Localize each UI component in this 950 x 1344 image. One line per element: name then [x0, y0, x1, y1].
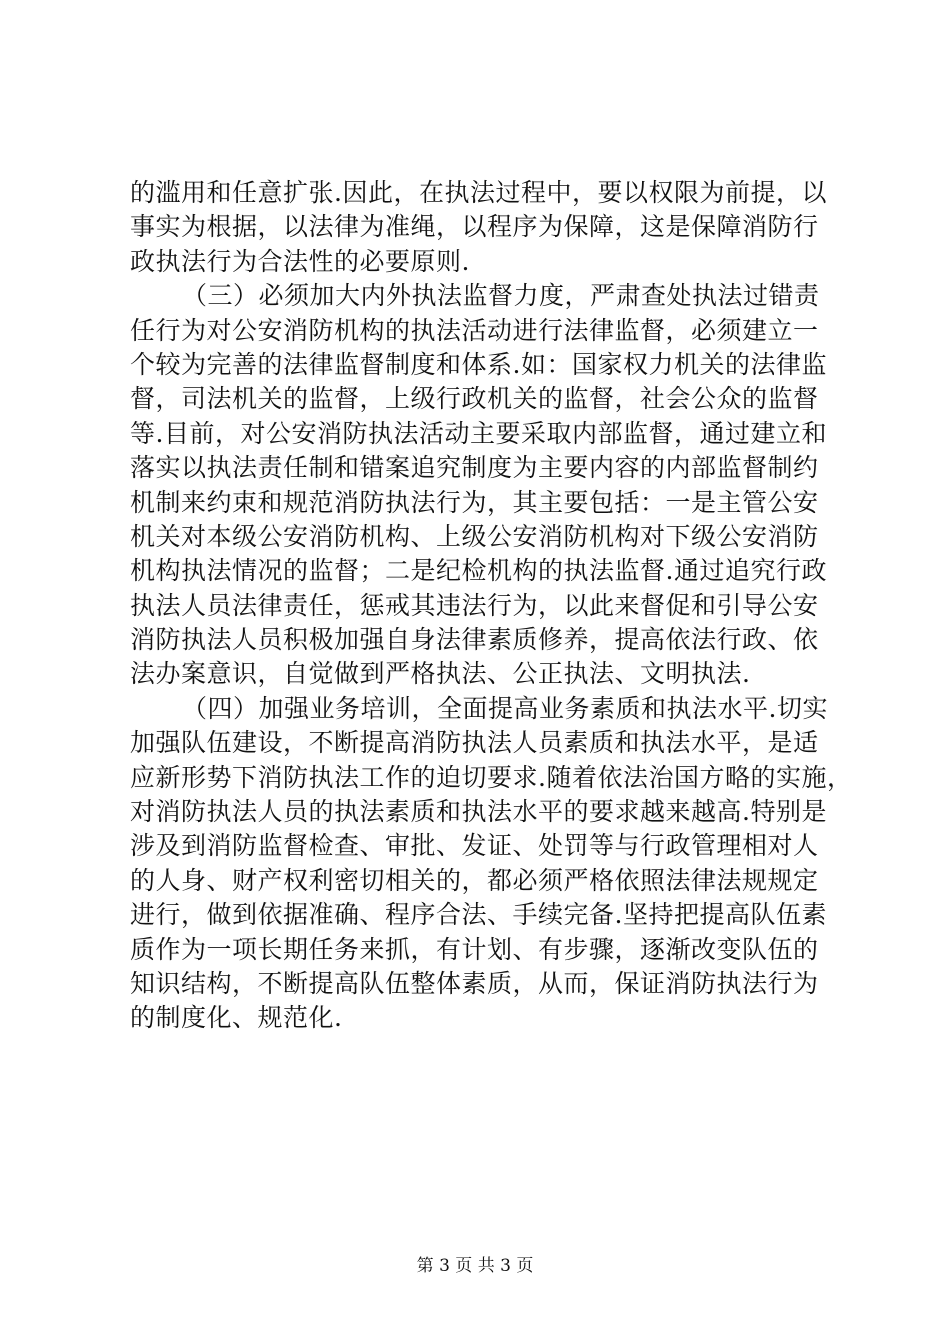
paragraph-heading-line: （三）必须加大内外执法监督力度，严肃查处执法过错责 [182, 281, 820, 311]
document-body [130, 176, 853, 1036]
text-line: 等.目前，对公安消防执法活动主要采取内部监督，通过建立和 [130, 418, 827, 448]
text-line: 督，司法机关的监督，上级行政机关的监督，社会公众的监督 [130, 384, 819, 414]
text-line: 的制度化、规范化. [130, 1003, 343, 1033]
text-line: 应新形势下消防执法工作的迫切要求.随着依法治国方略的实施， [130, 762, 853, 792]
text-line: 机制来约束和规范消防执法行为，其主要包括：一是主管公安 [130, 487, 819, 517]
text-line: 任行为对公安消防机构的执法活动进行法律监督，必须建立一 [130, 315, 819, 345]
text-line: 的滥用和任意扩张.因此，在执法过程中，要以权限为前提，以 [130, 178, 827, 207]
paragraph-heading-line: （四）加强业务培训，全面提高业务素质和执法水平.切实 [182, 693, 828, 723]
text-line: 知识结构，不断提高队伍整体素质，从而，保证消防执法行为 [130, 968, 819, 998]
text-line: 事实为根据，以法律为准绳，以程序为保障，这是保障消防行 [130, 212, 819, 242]
text-line: 的人身、财产权利密切相关的，都必须严格依照法律法规规定 [130, 865, 819, 895]
text-line: 执法人员法律责任，惩戒其违法行为，以此来督促和引导公安 [130, 590, 819, 620]
page-footer [0, 1255, 950, 1277]
text-line: 个较为完善的法律监督制度和体系.如：国家权力机关的法律监 [130, 349, 827, 379]
text-line: 法办案意识，自觉做到严格执法、公正执法、文明执法. [130, 659, 751, 689]
text-line: 涉及到消防监督检查、审批、发证、处罚等与行政管理相对人 [130, 831, 819, 861]
text-line: 机构执法情况的监督；二是纪检机构的执法监督.通过追究行政 [130, 556, 827, 586]
text-line: 加强队伍建设，不断提高消防执法人员素质和执法水平，是适 [130, 728, 819, 758]
text-line: 质作为一项长期任务来抓，有计划、有步骤，逐渐改变队伍的 [130, 934, 819, 964]
text-line: 落实以执法责任制和错案追究制度为主要内容的内部监督制约 [130, 453, 819, 483]
text-line: 对消防执法人员的执法素质和执法水平的要求越来越高.特别是 [130, 797, 827, 827]
text-line: 进行，做到依据准确、程序合法、手续完备.坚持把提高队伍素 [130, 900, 827, 930]
text-line: 机关对本级公安消防机构、上级公安消防机构对下级公安消防 [130, 521, 819, 551]
text-line: 消防执法人员积极加强自身法律素质修养，提高依法行政、依 [130, 625, 819, 655]
text-line: 政执法行为合法性的必要原则. [130, 246, 470, 276]
page-number: 第 3 页 共 3 页 [416, 1256, 534, 1276]
